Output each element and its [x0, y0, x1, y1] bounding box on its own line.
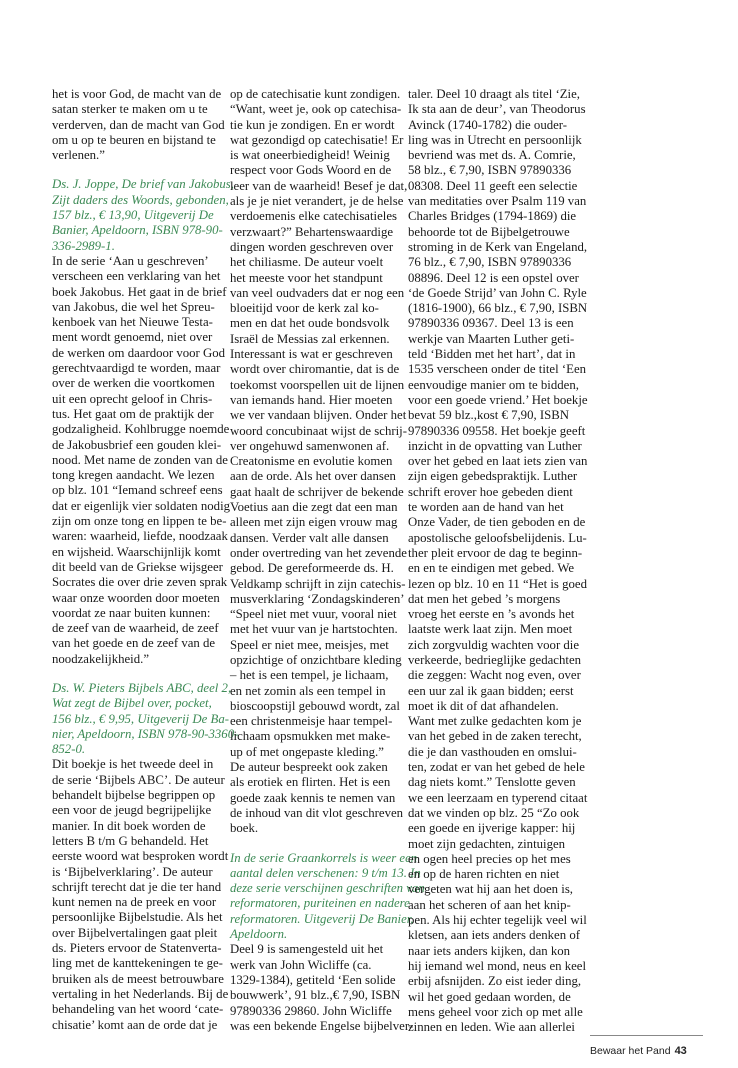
text-line: Deel 9 is samengesteld uit het: [230, 942, 384, 957]
text-column-1: [52, 87, 239, 1033]
text-line: “Want, weet je, ook op catechisa-: [230, 102, 402, 117]
text-line: vertaling in het Nederlands. Bij de: [52, 986, 229, 1001]
text-line: “Speel niet met vuur, vooral niet: [230, 607, 397, 622]
text-line: zijn om onze tong en lippen te be-: [52, 514, 227, 529]
text-line: Onze Vader, de tien geboden en de: [408, 515, 586, 530]
text-line: gaat haalt de schrijver de bekende: [230, 484, 404, 499]
text-line: om u op te beuren en bijstand te: [52, 132, 216, 147]
text-line: werk van John Wicliffe (ca.: [230, 957, 372, 972]
text-line: en wijsheid. Waarschijnlijk komt: [52, 544, 221, 559]
text-line: ling was in Utrecht en persoonlijk: [408, 132, 582, 147]
text-line: moet ik dit of dat afhandelen.: [408, 698, 559, 713]
text-line: en en te eindigen met gebed. We: [408, 561, 575, 576]
heading-line: Wat zegt de Bijbel over, pocket,: [52, 696, 212, 711]
text-line: boek Jakobus. Het gaat in de brief: [52, 284, 227, 299]
body-paragraph: [408, 87, 591, 1035]
text-line: en op de haren richten en niet: [408, 867, 560, 882]
block-gap: [52, 163, 235, 177]
text-line: onder overtreding van het zevende: [230, 545, 407, 560]
heading-line: Ds. W. Pieters Bijbels ABC, deel 2,: [52, 680, 232, 695]
text-line: Charles Bridges (1794-1869) die: [408, 209, 577, 224]
text-line: alleen met zijn eigen vrouw mag: [230, 515, 398, 530]
text-column-2: [230, 87, 425, 1034]
text-line: letters B t/m G behandeld. Het: [52, 833, 209, 848]
text-line: kenboek van het Nieuwe Testa-: [52, 315, 213, 330]
text-line: van veel oudvaders dat er nog een: [230, 285, 405, 300]
text-line: dat men het gebed ’s morgens: [408, 591, 561, 606]
body-paragraph: [230, 87, 413, 837]
text-line: het chiliasme. De auteur voelt: [230, 255, 384, 270]
text-line: gerechtvaardigd te worden, maar: [52, 361, 221, 376]
text-line: aan het scheren of aan het knip-: [408, 897, 571, 912]
text-line: In de serie ‘Aan u geschreven’: [52, 253, 209, 268]
text-line: Socrates die over drie zeven sprak: [52, 575, 228, 590]
text-line: Interessant is wat er geschreven: [230, 347, 393, 362]
text-line: over Bijbelvertalingen gaat pleit: [52, 925, 218, 940]
block-gap: [230, 837, 413, 851]
text-line: vergeten wat hij aan het doen is,: [408, 882, 574, 897]
heading-line: nier, Apeldoorn, ISBN 978-90-3360-: [52, 726, 239, 741]
text-line: 08308. Deel 11 geeft een selectie: [408, 178, 578, 193]
text-line: dag niets komt.” Tenslotte geven: [408, 775, 576, 790]
page-footer: [590, 1045, 705, 1057]
page-number: 43: [674, 1045, 687, 1057]
text-line: voor een goede vriend.’ Het boekje: [408, 392, 588, 407]
heading-line: reformatoren. Uitgeverij De Banier,: [230, 911, 414, 926]
text-line: bioscoopstijl gebouwd wordt, zal: [230, 698, 400, 713]
text-line: vroeg het eerste en ’s avonds het: [408, 607, 575, 622]
heading-line: deze serie verschijnen geschriften van: [230, 881, 425, 896]
text-line: 1329-1384), getiteld ‘Een solide: [230, 972, 396, 987]
text-line: het is voor God, de macht van de: [52, 87, 222, 101]
text-line: mens geheel voor zich op met alle: [408, 1004, 583, 1019]
text-line: tong kregen aandacht. We lezen: [52, 468, 215, 483]
text-line: lezen op blz. 10 en 11 “Het is goed: [408, 576, 587, 591]
text-line: bevat 59 blz.,kost € 7,90, ISBN: [408, 408, 570, 423]
text-line: waren: waarheid, liefde, noodzaak: [52, 529, 228, 544]
book-heading: [230, 850, 425, 943]
text-line: 76 blz., € 7,90, ISBN 97890336: [408, 255, 572, 270]
text-line: teld ‘Bidden met het hart’, dat in: [408, 347, 576, 362]
body-paragraph: [52, 254, 235, 667]
text-line: godzaligheid. Kohlbrugge noemde: [52, 422, 230, 437]
text-line: zich zorgvuldig wachten voor die: [408, 637, 580, 652]
text-line: ds. Pieters ervoor de Statenverta-: [52, 941, 222, 956]
heading-line: In de serie Graankorrels is weer een: [230, 850, 418, 865]
text-line: behoorde tot de Bijbelgetrouwe: [408, 224, 570, 239]
magazine-name: Bewaar het Pand: [590, 1045, 671, 1057]
text-line: boek.: [230, 821, 259, 836]
text-line: hij iemand wel mond, neus en keel: [408, 958, 587, 973]
body-paragraph: [52, 87, 235, 163]
text-line: verscheen een verklaring van het: [52, 269, 221, 284]
text-line: pen. Als hij echter tegelijk veel wil: [408, 913, 587, 928]
text-line: De auteur bespreekt ook zaken: [230, 760, 388, 775]
text-line: een goede en ijverige kapper: hij: [408, 821, 576, 836]
text-line: kunt nemen na de preek en voor: [52, 895, 217, 910]
text-line: naar iets anders kijken, dan kon: [408, 943, 571, 958]
text-line: ten, zodat er van het gebed de hele: [408, 760, 585, 775]
text-line: is ‘Bijbelverklaring’. De auteur: [52, 864, 213, 879]
text-line: we een leerzaam en typerend citaat: [408, 790, 588, 805]
heading-line: Banier, Apeldoorn, ISBN 978-90-: [52, 223, 223, 238]
heading-line: 156 blz., € 9,95, Uitgeverij De Ba-: [52, 711, 229, 726]
block-gap: [52, 667, 235, 681]
text-line: Avinck (1740-1782) die ouder-: [408, 117, 568, 132]
heading-line: Ds. J. Joppe, De brief van Jakobus,: [52, 177, 234, 192]
text-line: werkje van Maarten Luther geti-: [408, 331, 575, 346]
text-line: de inhoud van dit vlot geschreven: [230, 805, 404, 820]
text-line: een christenmeisje haar tempel-: [230, 714, 393, 729]
text-line: schrijft terecht dat je die ter hand: [52, 879, 222, 894]
heading-line: 157 blz., € 13,90, Uitgeverij De: [52, 208, 214, 223]
text-line: over de werken die voortkomen: [52, 376, 215, 391]
text-line: 97890336 09367. Deel 13 is een: [408, 316, 574, 331]
text-line: met het vuur van je hartstochten.: [230, 622, 398, 637]
text-line: wordt over chiromantie, dat is de: [230, 362, 400, 377]
text-line: wat gezondigd op catechisatie! Er: [230, 132, 404, 147]
text-line: te worden aan de hand van het: [408, 500, 564, 515]
text-line: satan sterker te maken om u te: [52, 102, 208, 117]
text-line: de werken om daardoor voor God: [52, 345, 226, 360]
text-column-3: [408, 87, 591, 1035]
text-line: de serie ‘Bijbels ABC’. De auteur: [52, 772, 225, 787]
text-line: zinnen en leden. Wie aan allerlei: [408, 1020, 575, 1035]
text-line: op blz. 101 “Iemand schreef eens: [52, 483, 223, 498]
text-line: up of met ongepaste kleding.”: [230, 744, 384, 759]
text-line: we ver vandaan blijven. Onder het: [230, 408, 407, 423]
text-line: aan de orde. Als het over dansen: [230, 469, 396, 484]
text-line: 97890336 29860. John Wicliffe: [230, 1003, 392, 1018]
text-line: persoonlijke Bijbelstudie. Als het: [52, 910, 223, 925]
text-line: gebod. De gereformeerde ds. H.: [230, 561, 394, 576]
text-line: verlenen.”: [52, 148, 105, 163]
text-line: 97890336 09558. Het boekje geeft: [408, 423, 586, 438]
text-line: Voetius aan die zegt dat een man: [230, 500, 398, 515]
text-line: dit beeld van de Griekse wijsgeer: [52, 559, 223, 574]
text-line: 1535 verscheen onder de titel ‘Een: [408, 362, 587, 377]
text-line: Ik sta aan de deur’, van Theodorus: [408, 102, 586, 117]
text-line: moet zijn gedachten, zintuigen: [408, 836, 566, 851]
text-line: die zeggen: Wacht nog even, over: [408, 668, 581, 683]
text-line: ver ongehuwd samenwonen af.: [230, 438, 390, 453]
text-line: leer van de waarheid! Besef je dat,: [230, 178, 408, 193]
text-line: erbij afsnijden. Zo eist ieder ding,: [408, 974, 582, 989]
text-line: het meeste voor het standpunt: [230, 270, 383, 285]
text-line: verderven, dan de macht van God: [52, 117, 225, 132]
text-line: ment wordt genoemd, niet over: [52, 330, 213, 345]
text-line: taler. Deel 10 draagt als titel ‘Zie,: [408, 87, 580, 101]
text-line: tus. Het gaat om de praktijk der: [52, 406, 214, 421]
text-line: verkeerde, bedrieglijke gedachten: [408, 652, 582, 667]
body-paragraph: [230, 942, 413, 1034]
text-line: van iemands hand. Hier moeten: [230, 392, 393, 407]
body-paragraph: [52, 757, 235, 1032]
text-line: Creatonisme en evolutie komen: [230, 454, 393, 469]
text-line: apostolische geloofsbelijdenis. Lu-: [408, 530, 587, 545]
text-line: zijn eigen gebedspraktijk. Luther: [408, 469, 578, 484]
text-line: verdoemenis elke catechisatieles: [230, 209, 397, 224]
text-line: Speel er niet mee, meisjes, met: [230, 637, 389, 652]
text-line: de zeef van de waarheid, de zeef: [52, 621, 219, 636]
text-line: tie kun je zondigen. En er wordt: [230, 117, 395, 132]
text-line: behandelt bijbelse begrippen op: [52, 788, 216, 803]
text-line: eerste woord wat besproken wordt: [52, 849, 229, 864]
text-line: ‘de Goede Strijd’ van John C. Ryle: [408, 285, 587, 300]
text-line: (1816-1900), 66 blz., € 7,90, ISBN: [408, 301, 588, 316]
text-line: woord concubinaat wijst de schrij-: [230, 423, 407, 438]
heading-line: aantal delen verschenen: 9 t/m 13. In: [230, 865, 421, 880]
text-line: en ogen heel precies op het mes: [408, 851, 571, 866]
heading-line: reformatoren, puriteinen en nadere: [230, 896, 410, 911]
text-line: over het gebed en laat iets zien van: [408, 454, 588, 469]
text-line: en net zomin als een tempel in: [230, 683, 386, 698]
text-line: van het gebed in de zaken terecht,: [408, 729, 582, 744]
text-line: uit een oprecht geloof in Chris-: [52, 391, 213, 406]
text-line: opzichtige of onzichtbare kleding: [230, 652, 402, 667]
text-line: die je dan vasthouden en omslui-: [408, 744, 577, 759]
text-line: bouwwerk’, 91 blz.,€ 7,90, ISBN: [230, 988, 401, 1003]
text-line: inzicht in de opvatting van Luther: [408, 438, 582, 453]
text-line: Israël de Messias zal erkennen.: [230, 331, 390, 346]
text-line: wil het goed gedaan worden, de: [408, 989, 571, 1004]
text-line: bruiken als de meest betrouwbare: [52, 971, 224, 986]
heading-line: Zijt daders des Woords, gebonden,: [52, 192, 229, 207]
text-line: was een bekende Engelse bijbelver-: [230, 1018, 414, 1033]
text-line: 58 blz., € 7,90, ISBN 97890336: [408, 163, 572, 178]
text-line: manier. In dit boek worden de: [52, 818, 206, 833]
text-line: op de catechisatie kunt zondigen.: [230, 87, 401, 101]
text-line: een voor de jeugd begrijpelijke: [52, 803, 212, 818]
text-line: Want met zulke gedachten kom je: [408, 714, 582, 729]
text-line: nood. Met name de zonden van de: [52, 452, 228, 467]
text-line: kletsen, aan iets anders denken of: [408, 928, 580, 943]
text-line: goede zaak kennis te nemen van: [230, 790, 396, 805]
footer-rule: [590, 1035, 703, 1036]
text-line: chisatie’ komt aan de orde dat je: [52, 1017, 218, 1032]
text-line: respect voor Gods Woord en de: [230, 163, 392, 178]
text-line: dansen. Verder valt alle dansen: [230, 530, 389, 545]
text-line: Dit boekje is het tweede deel in: [52, 757, 214, 772]
text-line: van meditaties over Psalm 119 van: [408, 194, 587, 209]
text-line: waar onze woorden door moeten: [52, 590, 220, 605]
text-line: een uur zal ik gaan bidden; eerst: [408, 683, 574, 698]
book-heading: [52, 177, 235, 253]
text-line: ling met de kanttekeningen te ge-: [52, 956, 223, 971]
text-line: van Jakobus, die wel het Spreu-: [52, 299, 215, 314]
text-line: dat we vinden op blz. 25 “Zo ook: [408, 805, 580, 820]
text-line: men en dat het oude bondsvolk: [230, 316, 390, 331]
text-line: voordat ze naar buiten kunnen:: [52, 605, 211, 620]
text-line: van het goede en de zeef van de: [52, 636, 216, 651]
text-line: schrift erover hoe gebeden dient: [408, 484, 573, 499]
book-heading: [52, 680, 239, 757]
text-line: Veldkamp schrijft in zijn catechis-: [230, 576, 406, 591]
text-line: is wat oneerbiedigheid! Weinig: [230, 148, 390, 163]
text-line: noodzakelijkheid.”: [52, 651, 150, 666]
text-line: eenvoudige manier om te bidden,: [408, 377, 579, 392]
text-line: laatste werk laat zijn. Men moet: [408, 622, 573, 637]
text-line: – het is een tempel, je lichaam,: [230, 668, 389, 683]
text-line: als erotiek en flirten. Het is een: [230, 775, 391, 790]
text-line: dat er eigenlijk vier soldaten nodig: [52, 498, 231, 513]
text-line: de Jakobusbrief een gouden klei-: [52, 437, 222, 452]
text-line: bevriend was met ds. A. Comrie,: [408, 148, 576, 163]
heading-line: 852-0.: [52, 742, 86, 757]
text-line: musverklaring ‘Zondagskinderen’: [230, 591, 405, 606]
text-line: behandeling van het woord ‘cate-: [52, 1002, 224, 1017]
text-line: bloeitijd voor de kerk zal ko-: [230, 301, 379, 316]
text-line: dingen worden geschreven over: [230, 239, 394, 254]
text-line: stroming in de Kerk van Engeland,: [408, 239, 588, 254]
heading-line: Apeldoorn.: [230, 927, 288, 942]
text-line: verzwaart?” Behartenswaardige: [230, 224, 394, 239]
text-line: ther pleit ervoor de dag te beginn-: [408, 545, 583, 560]
text-line: lichaam opsmukken met make-: [230, 729, 391, 744]
text-line: toekomst voorspellen uit de lijnen: [230, 377, 405, 392]
text-line: 08896. Deel 12 is een opstel over: [408, 270, 579, 285]
text-line: als je je niet verandert, je de helse: [230, 194, 404, 209]
heading-line: 336-2989-1.: [52, 238, 115, 253]
